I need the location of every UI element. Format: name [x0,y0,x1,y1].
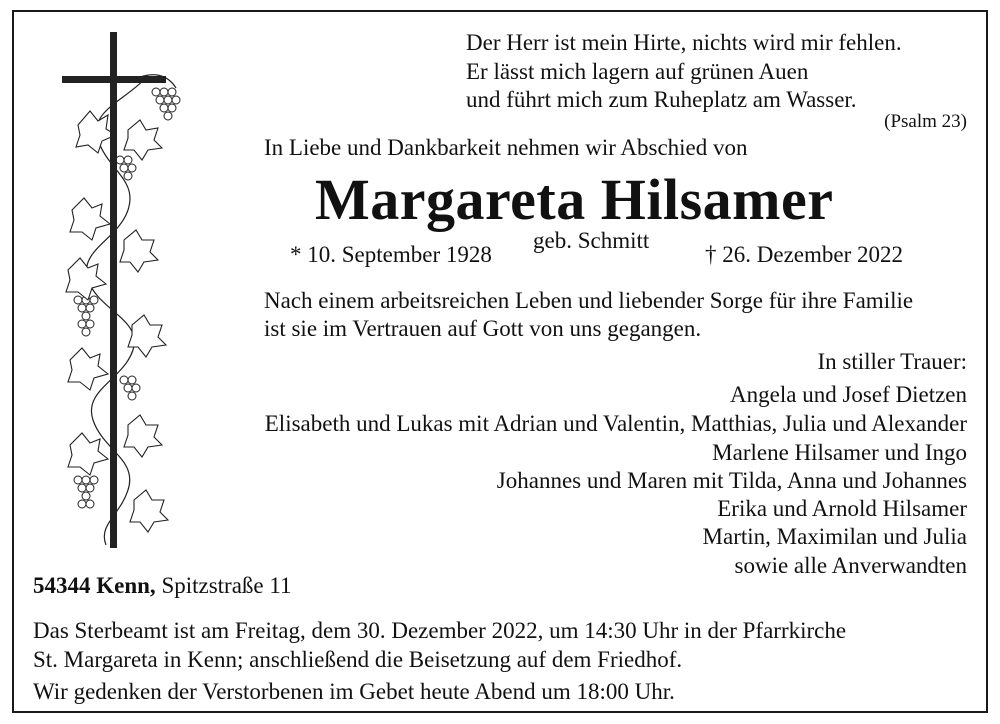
mourner-line: Martin, Maximilan und Julia [702,524,967,549]
message-line-1: Nach einem arbeitsreichen Leben und liebender Sorge für ihre Familie [264,288,914,313]
mourner-line: Marlene Hilsamer und Ingo [712,440,967,465]
death-date: † 26. Dezember 2022 [705,242,903,267]
service-line-2: St. Margareta in Kenn; anschließend die Beisetzung auf dem Friedhof. [33,647,683,672]
cross-with-grapevine-icon [58,30,194,552]
psalm-line-2: Er lässt mich lagern auf grünen Auen [466,59,809,84]
mourner-line: Angela und Josef Dietzen [730,382,967,407]
deceased-name: Margareta Hilsamer [315,167,834,232]
address-street: Spitzstraße 11 [161,573,292,598]
service-line-1: Das Sterbeamt ist am Freitag, dem 30. Dezember 2022, um 14:30 Uhr in der Pfarrkirche [33,618,847,643]
mourner-line: sowie alle Anverwandten [734,553,967,578]
mourner-line: Johannes und Maren mit Tilda, Anna und Johannes [496,468,967,493]
mourning-label: In stiller Trauer: [817,349,967,374]
intro-text: In Liebe und Dankbarkeit nehmen wir Abschied von [264,135,748,160]
psalm-line-3: und führt mich zum Ruheplatz am Wasser. [466,87,857,112]
service-line-3: Wir gedenken der Verstorbenen im Gebet heute Abend um 18:00 Uhr. [33,679,675,704]
mourner-line: Elisabeth und Lukas mit Adrian und Valentin, Matthias, Julia und Alexander [264,411,967,436]
psalm-reference: (Psalm 23) [884,111,967,132]
message-line-2: ist sie im Vertrauen auf Gott von uns gegangen. [264,316,702,341]
psalm-line-1: Der Herr ist mein Hirte, nichts wird mir fehlen. [466,30,902,55]
address-city: 54344 Kenn, [33,573,156,598]
birth-date: * 10. September 1928 [290,242,492,267]
born-name: geb. Schmitt [533,228,650,253]
address [33,574,292,597]
mourner-line: Erika und Arnold Hilsamer [717,496,967,521]
